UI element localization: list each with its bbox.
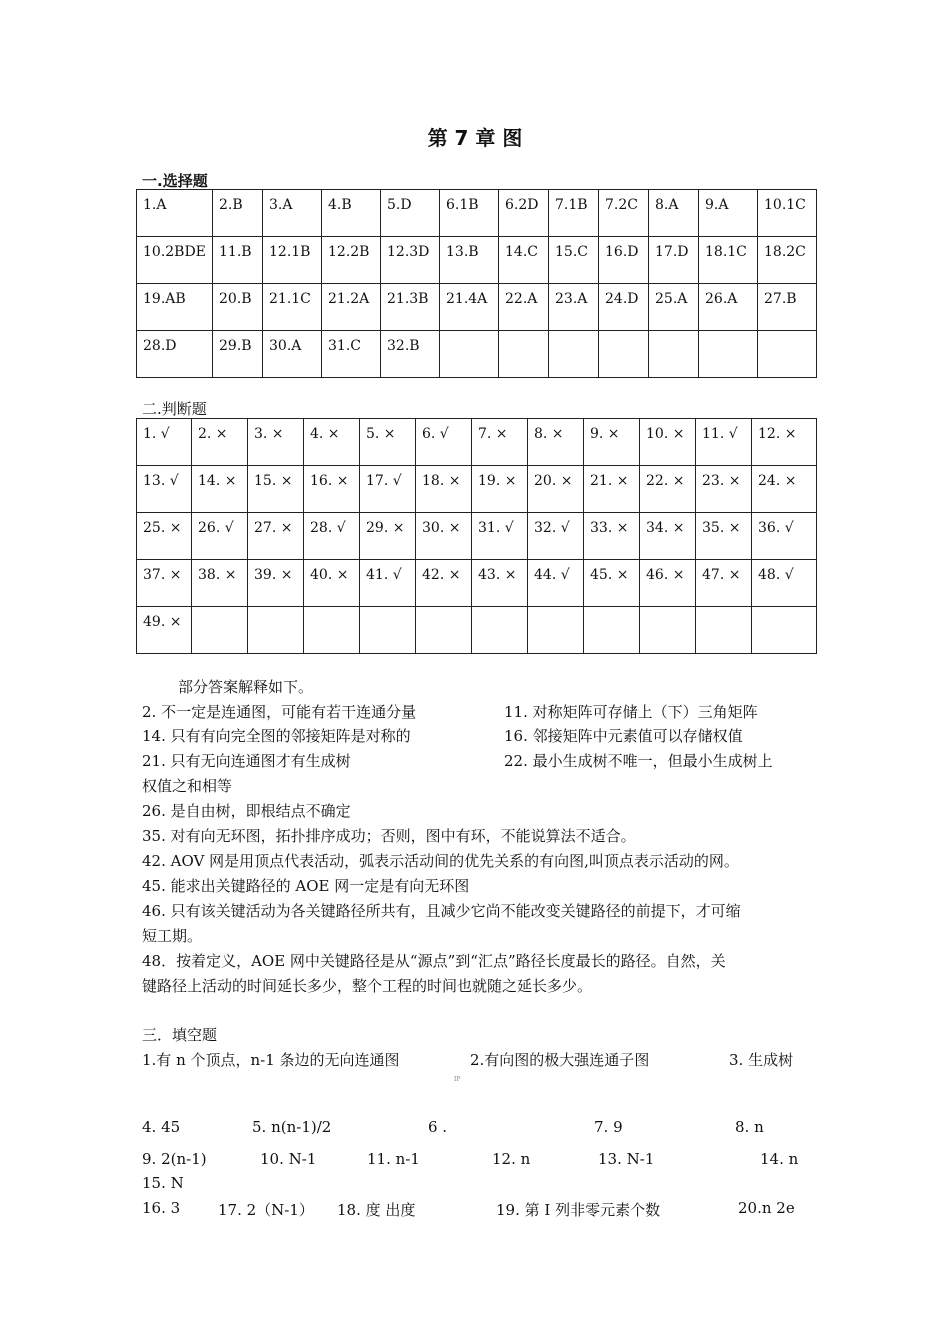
answer-cell: 47. × [696, 560, 752, 607]
answer-cell: 23.A [549, 284, 599, 331]
answer-cell: 15.C [549, 237, 599, 284]
answer-cell: 5. × [360, 419, 416, 466]
fill-answer: 4. 45 [142, 1118, 181, 1136]
answer-cell [752, 607, 817, 654]
answer-cell: 29.B [213, 331, 263, 378]
explain-line: 45. 能求出关键路径的 AOE 网一定是有向无环图 [142, 877, 470, 895]
answer-cell: 3. × [248, 419, 304, 466]
explain-line: 22. 最小生成树不唯一，但最小生成树上 [504, 752, 773, 770]
answer-cell: 20. × [528, 466, 584, 513]
explain-line: 14. 只有有向完全图的邻接矩阵是对称的 [142, 727, 411, 745]
answer-cell: 28. √ [304, 513, 360, 560]
answer-cell: 7. × [472, 419, 528, 466]
answer-cell: 12.3D [381, 237, 440, 284]
choice-heading: 一.选择题 [142, 172, 208, 190]
answer-cell: 27. × [248, 513, 304, 560]
answer-cell: 21.2A [322, 284, 381, 331]
answer-cell: 28.D [137, 331, 213, 378]
answer-cell: 7.2C [599, 190, 649, 237]
fill-answer: 5. n(n-1)/2 [252, 1118, 332, 1136]
fill-answer: 15. N [142, 1174, 184, 1192]
answer-cell: 39. × [248, 560, 304, 607]
answer-cell: 18.1C [699, 237, 758, 284]
answer-cell: 1.A [137, 190, 213, 237]
answer-cell [248, 607, 304, 654]
answer-cell [416, 607, 472, 654]
answer-cell [472, 607, 528, 654]
table-row [137, 331, 817, 378]
answer-cell: 15. × [248, 466, 304, 513]
table-row [137, 560, 817, 607]
answer-cell: 41. √ [360, 560, 416, 607]
answer-cell: 24. × [752, 466, 817, 513]
fill-answer: 18. 度 出度 [337, 1201, 416, 1219]
answer-cell: 21.1C [263, 284, 322, 331]
answer-cell: 36. √ [752, 513, 817, 560]
stray-mark: IP [454, 1076, 461, 1083]
answer-cell: 21. × [584, 466, 640, 513]
answer-cell: 34. × [640, 513, 696, 560]
table-row [137, 513, 817, 560]
answer-cell: 43. × [472, 560, 528, 607]
answer-cell: 18. × [416, 466, 472, 513]
answer-cell: 22.A [499, 284, 549, 331]
answer-cell: 8.A [649, 190, 699, 237]
answer-cell: 14.C [499, 237, 549, 284]
explain-intro: 部分答案解释如下。 [178, 678, 314, 696]
answer-cell: 14. × [192, 466, 248, 513]
answer-cell: 10.2BDE [137, 237, 213, 284]
fill-answer: 16. 3 [142, 1199, 181, 1217]
answer-cell: 21.3B [381, 284, 440, 331]
answer-cell: 10. × [640, 419, 696, 466]
answer-cell: 11.B [213, 237, 263, 284]
answer-cell: 21.4A [440, 284, 499, 331]
answer-cell [699, 331, 758, 378]
explain-line: 21. 只有无向连通图才有生成树 [142, 752, 351, 770]
fill-answer: 11. n-1 [367, 1150, 420, 1168]
answer-cell: 1. √ [137, 419, 192, 466]
answer-cell [440, 331, 499, 378]
answer-cell [599, 331, 649, 378]
answer-cell [360, 607, 416, 654]
answer-cell: 12.1B [263, 237, 322, 284]
answer-cell: 49. × [137, 607, 192, 654]
answer-cell: 8. × [528, 419, 584, 466]
fill-answer: 20.n 2e [738, 1199, 795, 1217]
answer-cell: 6. √ [416, 419, 472, 466]
answer-cell: 7.1B [549, 190, 599, 237]
choice-answer-table [136, 189, 817, 378]
answer-cell: 4.B [322, 190, 381, 237]
answer-cell: 30.A [263, 331, 322, 378]
explain-line: 11. 对称矩阵可存储上（下）三角矩阵 [504, 703, 758, 721]
answer-cell: 44. √ [528, 560, 584, 607]
answer-cell: 19.AB [137, 284, 213, 331]
answer-cell: 48. √ [752, 560, 817, 607]
answer-cell: 46. × [640, 560, 696, 607]
fill-answer: 7. 9 [594, 1118, 623, 1136]
fill-answer: 14. n [760, 1150, 799, 1168]
answer-cell: 26. √ [192, 513, 248, 560]
explain-line: 42. AOV 网是用顶点代表活动，弧表示活动间的优先关系的有向图,叫顶点表示活动的网。 [142, 852, 739, 870]
answer-cell [696, 607, 752, 654]
answer-cell: 13. √ [137, 466, 192, 513]
answer-cell: 23. × [696, 466, 752, 513]
answer-cell: 9.A [699, 190, 758, 237]
explain-line: 46. 只有该关键活动为各关键路径所共有，且减少它尚不能改变关键路径的前提下，才可缩 [142, 902, 741, 920]
answer-cell: 35. × [696, 513, 752, 560]
answer-cell: 16. × [304, 466, 360, 513]
explain-line: 35. 对有向无环图，拓扑排序成功；否则，图中有环，不能说算法不适合。 [142, 827, 636, 845]
answer-cell: 42. × [416, 560, 472, 607]
fill-heading: 三．填空题 [142, 1026, 218, 1044]
answer-cell: 17. √ [360, 466, 416, 513]
answer-cell: 12.2B [322, 237, 381, 284]
answer-cell: 9. × [584, 419, 640, 466]
fill-answer: 12. n [492, 1150, 531, 1168]
answer-cell: 26.A [699, 284, 758, 331]
answer-cell: 37. × [137, 560, 192, 607]
fill-answer: 2.有向图的极大强连通子图 [470, 1051, 650, 1069]
answer-cell: 19. × [472, 466, 528, 513]
answer-cell [649, 331, 699, 378]
fill-answer: 3. 生成树 [729, 1051, 794, 1069]
answer-cell: 2. × [192, 419, 248, 466]
answer-cell: 4. × [304, 419, 360, 466]
fill-answer: 17. 2（N-1） [218, 1201, 314, 1219]
answer-cell: 45. × [584, 560, 640, 607]
table-row [137, 190, 817, 237]
judge-heading: 二.判断题 [142, 400, 207, 418]
explain-line: 26. 是自由树，即根结点不确定 [142, 802, 351, 820]
answer-cell [584, 607, 640, 654]
answer-cell: 40. × [304, 560, 360, 607]
answer-cell [549, 331, 599, 378]
answer-cell: 11. √ [696, 419, 752, 466]
answer-cell [192, 607, 248, 654]
answer-cell: 33. × [584, 513, 640, 560]
fill-answer: 10. N-1 [260, 1150, 317, 1168]
table-row [137, 466, 817, 513]
answer-cell: 27.B [758, 284, 817, 331]
answer-cell [304, 607, 360, 654]
explain-line: 48．按着定义，AOE 网中关键路径是从“源点”到“汇点”路径长度最长的路径。自然，关 [142, 952, 726, 970]
answer-cell: 6.1B [440, 190, 499, 237]
fill-answer: 13. N-1 [598, 1150, 655, 1168]
page-title: 第 7 章 图 [427, 126, 523, 150]
fill-answer: 19. 第 I 列非零元素个数 [496, 1201, 661, 1219]
answer-cell: 29. × [360, 513, 416, 560]
explain-line: 键路径上活动的时间延长多少，整个工程的时间也就随之延长多少。 [142, 977, 593, 995]
answer-cell: 31.C [322, 331, 381, 378]
explain-line: 2. 不一定是连通图，可能有若干连通分量 [142, 703, 417, 721]
answer-cell [640, 607, 696, 654]
answer-cell: 17.D [649, 237, 699, 284]
answer-cell: 16.D [599, 237, 649, 284]
answer-cell: 31. √ [472, 513, 528, 560]
answer-cell: 5.D [381, 190, 440, 237]
answer-cell: 24.D [599, 284, 649, 331]
answer-cell: 2.B [213, 190, 263, 237]
judge-answer-table [136, 418, 817, 654]
answer-cell: 25. × [137, 513, 192, 560]
answer-cell: 12. × [752, 419, 817, 466]
answer-cell: 38. × [192, 560, 248, 607]
answer-cell: 6.2D [499, 190, 549, 237]
answer-cell: 22. × [640, 466, 696, 513]
table-row [137, 237, 817, 284]
answer-cell: 32. √ [528, 513, 584, 560]
answer-cell: 13.B [440, 237, 499, 284]
fill-answer: 8. n [735, 1118, 764, 1136]
answer-cell [528, 607, 584, 654]
explain-line: 权值之和相等 [142, 777, 233, 795]
table-row [137, 284, 817, 331]
answer-cell: 30. × [416, 513, 472, 560]
answer-cell: 10.1C [758, 190, 817, 237]
answer-cell: 20.B [213, 284, 263, 331]
fill-answer: 1.有 n 个顶点，n-1 条边的无向连通图 [142, 1051, 400, 1069]
explain-line: 短工期。 [142, 927, 203, 945]
answer-cell [758, 331, 817, 378]
fill-answer: 9. 2(n-1) [142, 1150, 207, 1168]
answer-cell: 25.A [649, 284, 699, 331]
explain-line: 16. 邻接矩阵中元素值可以存储权值 [504, 727, 743, 745]
answer-cell: 32.B [381, 331, 440, 378]
answer-cell [499, 331, 549, 378]
answer-cell: 3.A [263, 190, 322, 237]
table-row [137, 607, 817, 654]
fill-answer: 6 . [428, 1118, 448, 1136]
answer-cell: 18.2C [758, 237, 817, 284]
table-row [137, 419, 817, 466]
